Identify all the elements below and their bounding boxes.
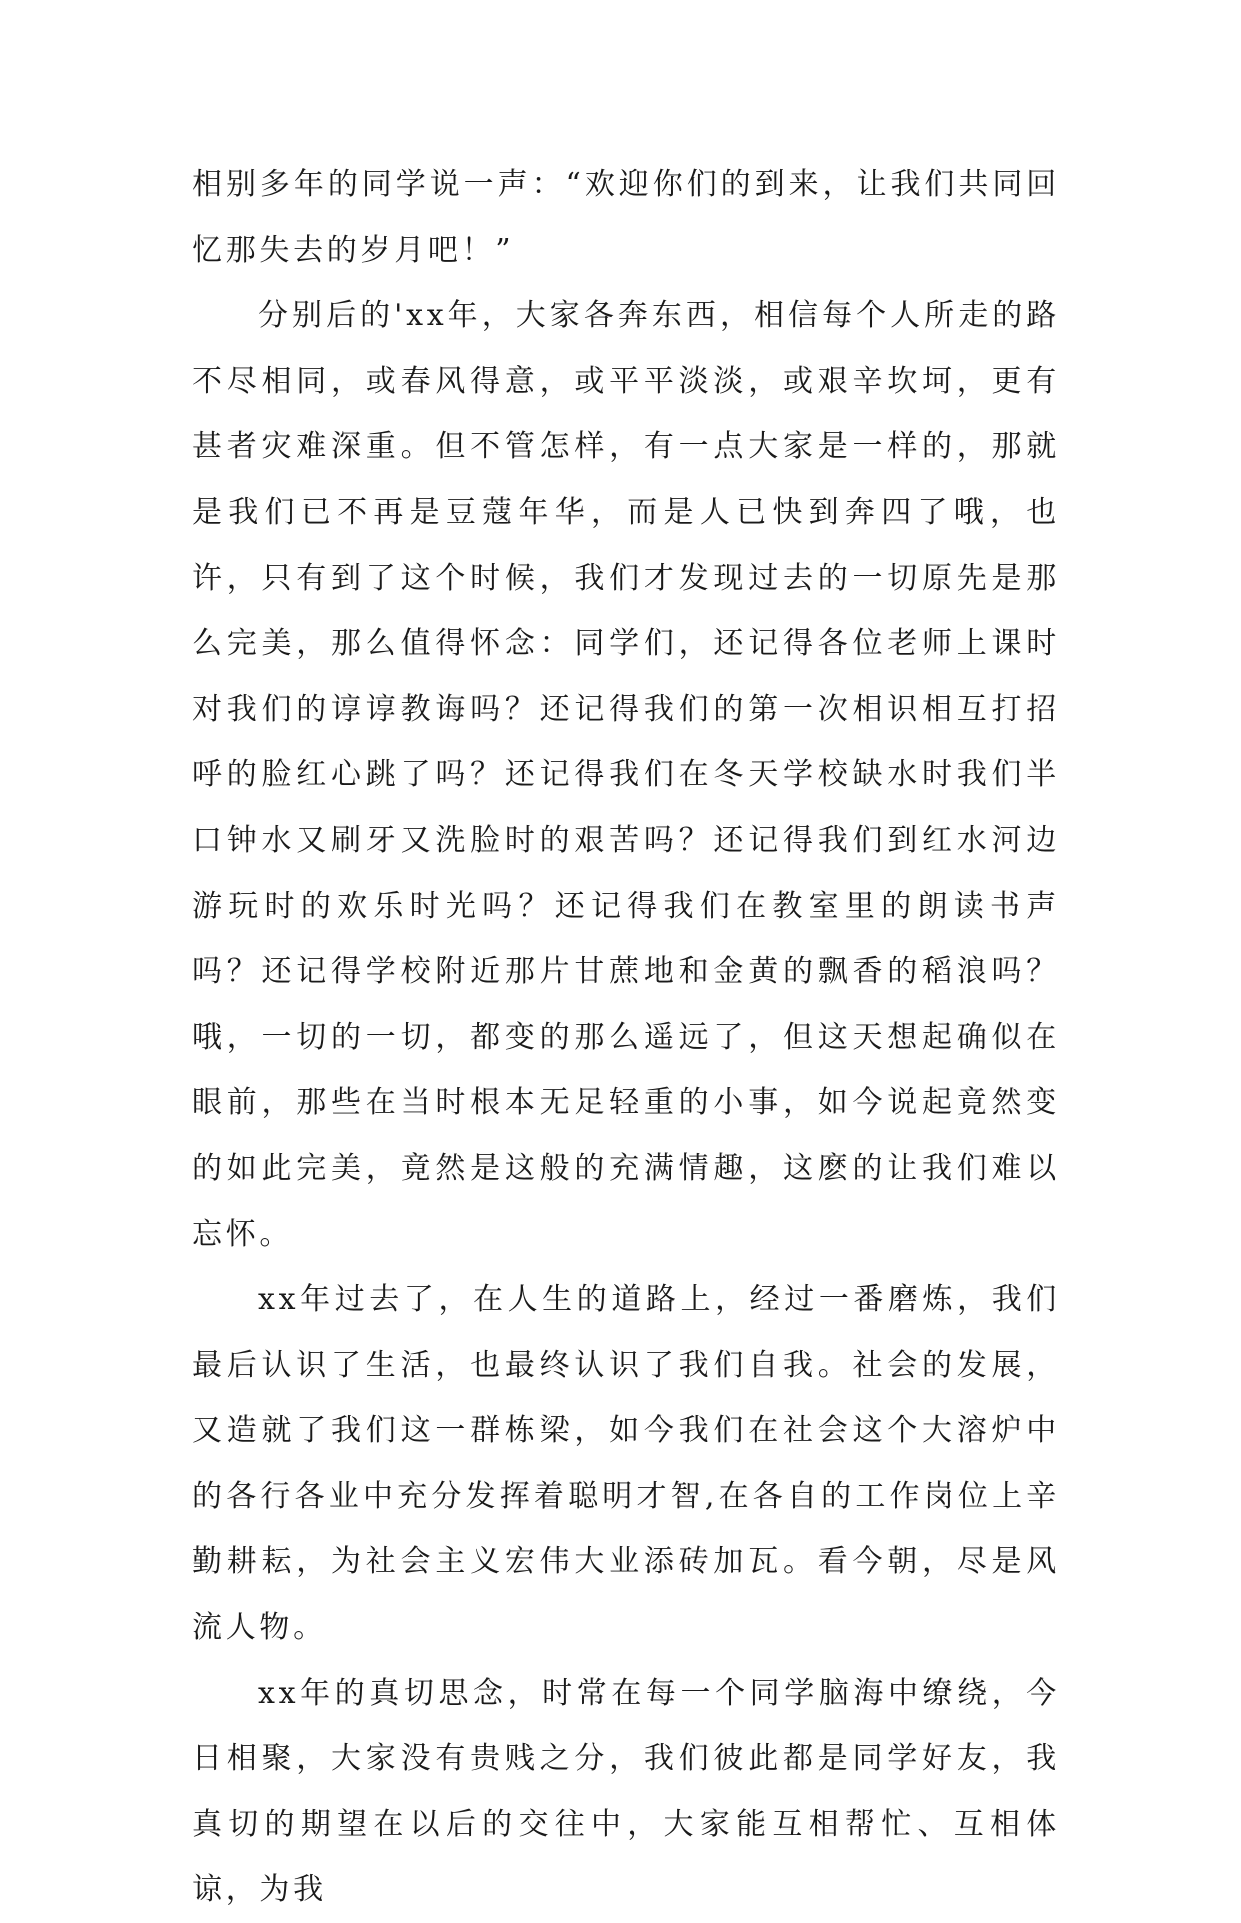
paragraph-4: xx年的真切思念，时常在每一个同学脑海中缭绕，今日相聚，大家没有贵贱之分，我们彼此都是同学好友，我真切的期望在以后的交往中，大家能互相帮忙、互相体谅，为我	[192, 1675, 1060, 1908]
document-body	[192, 152, 1060, 1923]
paragraph-2: 分别后的'xx年，大家各奔东西，相信每个人所走的路不尽相同，或春风得意，或平平淡淡，或艰辛坎坷，更有甚者灾难深重。但不管怎样，有一点大家是一样的，那就是我们已不再是豆蔻年华，而是人已快到奔四了哦，也许，只有到了这个时候，我们才发现过去的一切原先是那么完美，那么值得怀念：同学们，还记得各位老师上课时对我们的谆谆教诲吗？还记得我们的第一次相识相互打招呼的脸红心跳了吗？还记得我们在冬天学校缺水时我们半口钟水又刷牙又洗脸时的艰苦吗？还记得我们到红水河边游玩时的欢乐时光吗？还记得我们在教室里的朗读书声吗？还记得学校附近那片甘蔗地和金黄的飘香的稻浪吗？哦，一切的一切，都变的那么遥远了，但这天想起确似在眼前，那些在当时根本无足轻重的小事，如今说起竟然变的如此完美，竟然是这般的充满情趣，这麽的让我们难以忘怀。	[192, 298, 1060, 1252]
paragraph-1: 相别多年的同学说一声：“欢迎你们的到来，让我们共同回忆那失去的岁月吧！”	[192, 167, 1060, 268]
paragraph-3: xx年过去了，在人生的道路上，经过一番磨炼，我们最后认识了生活，也最终认识了我们自我。社会的发展，又造就了我们这一群栋梁，如今我们在社会这个大溶炉中的各行各业中充分发挥着聪明才智,在各自的工作岗位上辛勤耕耘，为社会主义宏伟大业添砖加瓦。看今朝，尽是风流人物。	[192, 1282, 1060, 1646]
